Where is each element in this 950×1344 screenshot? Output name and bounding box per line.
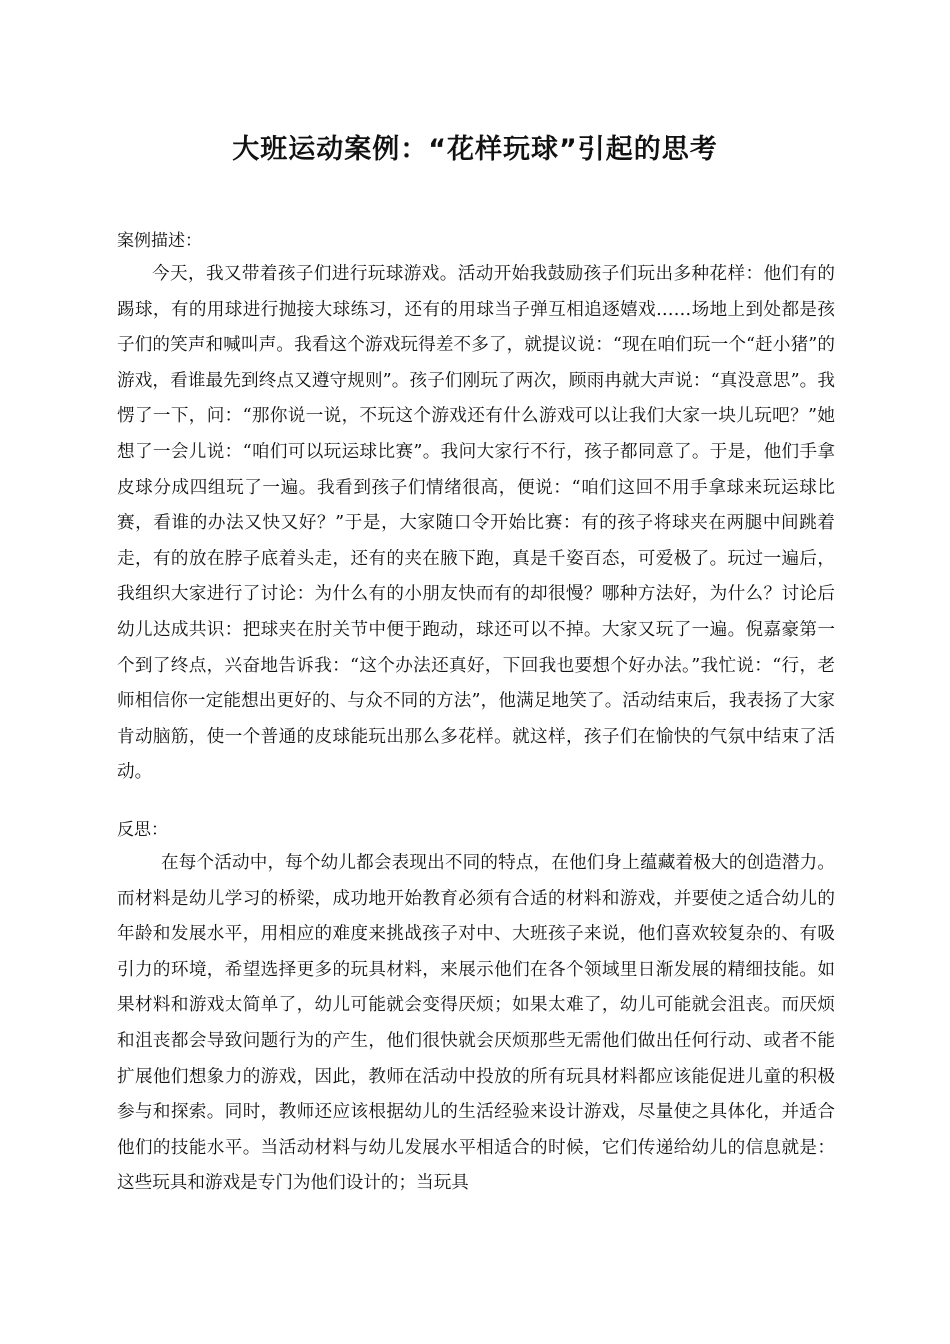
section-label-reflection: 反思： [117, 820, 168, 840]
document-title: 大班运动案例：“花样玩球”引起的思考 [232, 134, 718, 165]
reflection-paragraph: 在每个活动中，每个幼儿都会表现出不同的特点，在他们身上蕴藏着极大的创造潜力。而材料是幼儿学习的桥梁，成功地开始教育必须有合适的材料和游戏，并要使之适合幼儿的年龄和发展水平，用相应的难度来挑战孩子对中、大班孩子来说，他们喜欢较复杂的、有吸引力的环境，希望选择更多的玩具材料，来展示他们在各个领域里日渐发展的精细技能。如果材料和游戏太简单了，幼儿可能就会变得厌烦；如果太难了，幼儿可能就会沮丧。而厌烦和沮丧都会导致问题行为的产生，他们很快就会厌烦那些无需他们做出任何行动、或者不能扩展他们想象力的游戏，因此，教师在活动中投放的所有玩具材料都应该能促进儿童的积极参与和探索。同时，教师还应该根据幼儿的生活经验来设计游戏，尽量使之具体化，并适合他们的技能水平。当活动材料与幼儿发展水平相适合的时候，它们传递给幼儿的信息就是：这些玩具和游戏是专门为他们设计的；当玩具 [117, 853, 835, 1194]
case-description-paragraph: 今天，我又带着孩子们进行玩球游戏。活动开始我鼓励孩子们玩出多种花样：他们有的踢球，有的用球进行抛接大球练习，还有的用球当子弹互相追逐嬉戏……场地上到处都是孩子们的笑声和喊叫声。我看这个游戏玩得差不多了，就提议说：“现在咱们玩一个“赶小猪”的游戏，看谁最先到终点又遵守规则”。孩子们刚玩了两次，顾雨冉就大声说：“真没意思”。我愣了一下，问：“那你说一说，不玩这个游戏还有什么游戏可以让我们大家一块儿玩吧？”她想了一会儿说：“咱们可以玩运球比赛”。我问大家行不行，孩子都同意了。于是，他们手拿皮球分成四组玩了一遍。我看到孩子们情绪很高，便说：“咱们这回不用手拿球来玩运球比赛，看谁的办法又快又好？”于是，大家随口令开始比赛：有的孩子将球夹在两腿中间跳着走，有的放在脖子底着头走，还有的夹在腋下跑，真是千姿百态，可爱极了。玩过一遍后，我组织大家进行了讨论：为什么有的小朋友快而有的却很慢？哪种方法好，为什么？讨论后幼儿达成共识：把球夹在肘关节中便于跑动，球还可以不掉。大家又玩了一遍。倪嘉豪第一个到了终点，兴奋地告诉我：“这个办法还真好，下回我也要想个好办法。”我忙说：“行，老师相信你一定能想出更好的、与众不同的方法”，他满足地笑了。活动结束后，我表扬了大家肯动脑筋，使一个普通的皮球能玩出那么多花样。就这样，孩子们在愉快的气氛中结束了活动。 [117, 264, 835, 783]
section-label-case-description: 案例描述： [117, 231, 202, 251]
